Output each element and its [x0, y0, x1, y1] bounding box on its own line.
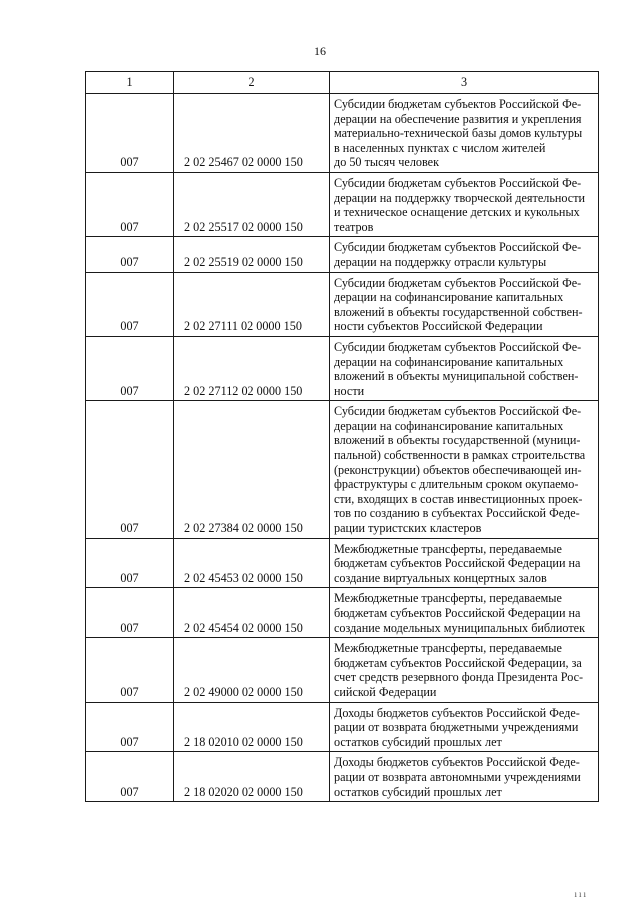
table-row [86, 272, 599, 336]
description-cell [330, 272, 599, 336]
description-line: бюджетам субъектов Российской Федерации, за [334, 655, 582, 670]
scan-corner-mark: ııı [574, 889, 588, 899]
description-cell [330, 702, 599, 752]
description-line: дерации на софинансирование капитальных [334, 354, 564, 369]
description-line: тов по созданию в субъектах Российской Феде- [334, 506, 580, 521]
table-body [86, 94, 599, 802]
kbk-code-cell: 2 18 02020 02 0000 150 [174, 752, 330, 802]
description-line: Субсидии бюджетам субъектов Российской Фе- [334, 240, 582, 255]
description-line: театров [334, 219, 374, 234]
description-line: дерации на поддержку творческой деятельности [334, 190, 586, 205]
description-cell [330, 538, 599, 588]
column-header-2: 2 [174, 72, 330, 94]
budget-classification-table [85, 71, 599, 802]
admin-code-cell: 007 [86, 702, 174, 752]
description-line: Межбюджетные трансферты, передаваемые [334, 591, 562, 606]
description-line: бюджетам субъектов Российской Федерации на [334, 606, 581, 620]
description-cell [330, 638, 599, 702]
kbk-code-cell: 2 02 27384 02 0000 150 [174, 401, 330, 538]
description-line: Межбюджетные трансферты, передаваемые [334, 641, 562, 656]
description-line: Субсидии бюджетам субъектов Российской Фе- [334, 404, 582, 419]
table-row [86, 588, 599, 638]
description-cell [330, 336, 599, 400]
kbk-code-cell: 2 02 25517 02 0000 150 [174, 172, 330, 236]
description-line: Субсидии бюджетам субъектов Российской Фе- [334, 339, 582, 354]
table-row [86, 237, 599, 272]
table-row [86, 638, 599, 702]
description-line: до 50 тысяч человек [334, 155, 440, 170]
description-line: Субсидии бюджетам субъектов Российской Фе- [334, 175, 582, 190]
description-line: Доходы бюджетов субъектов Российской Феде- [334, 705, 580, 720]
description-line: вложений в объекты государственной собствен- [334, 304, 583, 319]
description-line: остатков субсидий прошлых лет [334, 784, 502, 799]
description-cell [330, 237, 599, 272]
description-line: бюджетам субъектов Российской Федерации на [334, 556, 581, 571]
description-line: Субсидии бюджетам субъектов Российской Фе- [334, 97, 582, 111]
description-line: Межбюджетные трансферты, передаваемые [334, 541, 562, 556]
admin-code-cell: 007 [86, 336, 174, 400]
admin-code-cell: 007 [86, 172, 174, 236]
table-row [86, 172, 599, 236]
description-line: вложений в объекты государственной (муници- [334, 433, 581, 448]
table-row [86, 336, 599, 400]
description-cell [330, 401, 599, 538]
description-line: рации от возврата автономными учреждениями [334, 769, 581, 784]
description-line: рации туристских кластеров [334, 521, 482, 536]
description-line: счет средств резервного фонда Президента Рос- [334, 670, 584, 685]
description-cell [330, 172, 599, 236]
description-line: ности [334, 383, 365, 398]
description-line: фраструктуры с длительным сроком окупаемо- [334, 477, 579, 492]
table-row [86, 752, 599, 802]
admin-code-cell: 007 [86, 94, 174, 173]
description-line: Субсидии бюджетам субъектов Российской Фе- [334, 275, 582, 290]
description-line: сийской Федерации [334, 684, 437, 699]
kbk-code-cell: 2 02 25467 02 0000 150 [174, 94, 330, 173]
kbk-code-cell: 2 18 02010 02 0000 150 [174, 702, 330, 752]
description-line: дерации на обеспечение развития и укрепления [334, 111, 582, 126]
admin-code-cell: 007 [86, 538, 174, 588]
kbk-code-cell: 2 02 45453 02 0000 150 [174, 538, 330, 588]
description-line: сти, входящих в состав инвестиционных проек- [334, 491, 583, 506]
admin-code-cell: 007 [86, 638, 174, 702]
description-line: ности субъектов Российской Федерации [334, 319, 543, 334]
kbk-code-cell: 2 02 27112 02 0000 150 [174, 336, 330, 400]
column-header-1: 1 [86, 72, 174, 94]
description-line: рации от возврата бюджетными учреждениями [334, 720, 579, 735]
table-row [86, 94, 599, 173]
table-row [86, 538, 599, 588]
admin-code-cell: 007 [86, 237, 174, 272]
kbk-code-cell: 2 02 49000 02 0000 150 [174, 638, 330, 702]
description-line: дерации на софинансирование капитальных [334, 418, 564, 433]
description-line: Доходы бюджетов субъектов Российской Феде- [334, 755, 580, 770]
description-line: материально-технической базы домов культуры [334, 126, 583, 141]
description-cell [330, 752, 599, 802]
description-line: дерации на поддержку отрасли культуры [334, 254, 547, 269]
kbk-code-cell: 2 02 27111 02 0000 150 [174, 272, 330, 336]
description-line: остатков субсидий прошлых лет [334, 734, 502, 749]
table-row [86, 401, 599, 538]
kbk-code-cell: 2 02 45454 02 0000 150 [174, 588, 330, 638]
description-line: создание модельных муниципальных библиотек [334, 620, 586, 635]
admin-code-cell: 007 [86, 752, 174, 802]
kbk-code-cell: 2 02 25519 02 0000 150 [174, 237, 330, 272]
description-line: дерации на софинансирование капитальных [334, 290, 564, 305]
description-cell [330, 588, 599, 638]
page-number: 16 [314, 44, 326, 58]
admin-code-cell: 007 [86, 272, 174, 336]
description-line: создание виртуальных концертных залов [334, 570, 547, 585]
description-line: в населенных пунктах с числом жителей [334, 140, 546, 155]
table-row [86, 702, 599, 752]
table-header-row [86, 72, 599, 94]
description-line: вложений в объекты муниципальной собствен- [334, 369, 579, 384]
column-header-3: 3 [330, 72, 599, 94]
description-line: и техническое оснащение детских и кукольных [334, 205, 580, 220]
description-cell [330, 94, 599, 173]
description-line: (реконструкции) объектов обеспечивающей ин- [334, 462, 582, 477]
description-line: пальной) собственности в рамках строительства [334, 448, 586, 463]
admin-code-cell: 007 [86, 588, 174, 638]
admin-code-cell: 007 [86, 401, 174, 538]
